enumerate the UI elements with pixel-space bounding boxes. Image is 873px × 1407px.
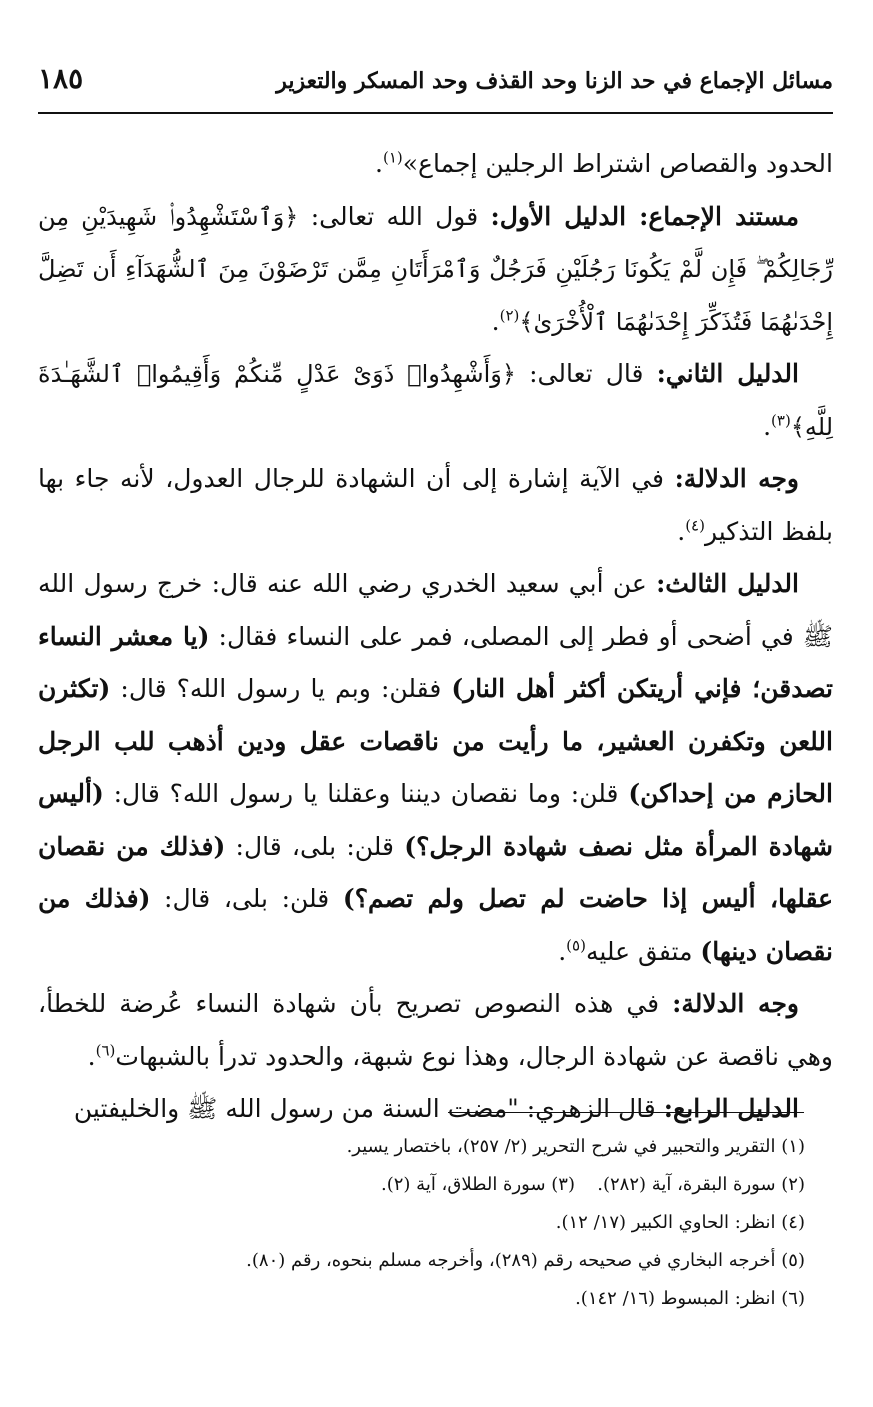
running-title: مسائل الإجماع في حد الزنا وحد القذف وحد المسكر والتعزير (276, 68, 833, 94)
footnote-ref: (٥) (566, 936, 586, 955)
footnote-ref: (١) (382, 148, 403, 167)
quran-verse: ﴿وَأَشْهِدُوا۟ ذَوَىْ عَدْلٍ مِّنكُمْ وَأَقِيمُوا۟ ٱلشَّهَـٰدَةَ لِلَّهِ﴾ (38, 360, 833, 441)
paragraph-continuation: الحدود والقصاص اشتراط الرجلين إجماع»$^{(١)}$. (375, 148, 833, 178)
footnote-4: (٤) انظر: الحاوي الكبير (١٧/ ١٢). (555, 1212, 805, 1233)
paragraph-evidence-1: مستند الإجماع: الدليل الأول: قول الله تعالى: ﴿وَٱسْتَشْهِدُوا۟ شَهِيدَيْنِ مِن رِّجَالِكُمْ ۖ فَإِن لَّمْ يَكُونَا رَجُلَيْنِ فَرَجُلٌ وَٱمْرَأَتَانِ مِمَّن تَرْضَوْنَ مِنَ ٱلشُّهَدَآءِ أَن تَضِلَّ إِحْدَىٰهُمَا فَتُذَكِّرَ إِحْدَىٰهُمَا ٱلْأُخْرَىٰ﴾$^{(٢)}$. (38, 201, 833, 336)
footnote-3: (٣) سورة الطلاق، آية (٢). (381, 1174, 575, 1195)
footnote-ref: (٣) (771, 411, 791, 430)
paragraph-evidence-2: الدليل الثاني: قال تعالى: ﴿وَأَشْهِدُوا۟ ذَوَىْ عَدْلٍ مِّنكُمْ وَأَقِيمُوا۟ ٱلشَّهَـٰدَةَ لِلَّهِ﴾$^{(٣)}$. (38, 359, 833, 441)
running-header (38, 62, 833, 106)
footnote-1: (١) التقرير والتحبير في شرح التحرير (٢/ ٢٥٧)، باختصار يسير. (346, 1136, 805, 1157)
quran-verse: ﴿وَٱسْتَشْهِدُوا۟ شَهِيدَيْنِ مِن رِّجَالِكُمْ ۖ فَإِن لَّمْ يَكُونَا رَجُلَيْنِ فَرَجُلٌ وَٱمْرَأَتَانِ مِمَّن تَرْضَوْنَ مِنَ ٱلشُّهَدَآءِ أَن تَضِلَّ إِحْدَىٰهُمَا فَتُذَكِّرَ إِحْدَىٰهُمَا ٱلْأُخْرَىٰ﴾ (38, 202, 833, 336)
paragraph-evidence-3: الدليل الثالث: عن أبي سعيد الخدري رضي الله عنه قال: خرج رسول الله ﷺ في أضحى أو فطر إلى المصلى، فمر على النساء فقال: (يا معشر النساء تصدقن؛ فإني أريتكن أكثر أهل النار) فقلن: وبم يا رسول الله؟ قال: (تكثرن اللعن وتكفرن العشير، ما رأيت من ناقصات عقل ودين أذهب للب الرجل الحازم من إحداكن) قلن: وما نقصان ديننا وعقلنا يا رسول الله؟ قال: (أليس شهادة المرأة مثل نصف شهادة الرجل؟) قلن: بلى، قال: (فذلك من نقصان عقلها، أليس إذا حاضت لم تصل ولم تصم؟) قلن: بلى، قال: (فذلك من نقصان دينها) متفق عليه$^{(٥)}$. (38, 569, 834, 966)
paragraph-evidence-4: الدليل الرابع: قال الزهري: "مضت السنة من رسول الله ﷺ والخليفتين (73, 1094, 799, 1123)
footnote-ref: (٦) (95, 1041, 116, 1060)
footnotes (38, 1128, 805, 1318)
footnote-6: (٦) انظر: المبسوط (١٦/ ١٤٢). (575, 1288, 805, 1309)
paragraph-inference-2: وجه الدلالة: في هذه النصوص تصريح بأن شهادة النساء عُرضة للخطأ، وهي ناقصة عن شهادة الرجال، وهذا نوع شبهة، والحدود تدرأ بالشبهات$^{(٦)}$. (38, 989, 833, 1071)
footnote-ref: (٢) (499, 306, 520, 325)
footnote-rule (448, 1112, 804, 1113)
paragraph-inference-1: وجه الدلالة: في الآية إشارة إلى أن الشهادة للرجال العدول، لأنه جاء بها بلفظ التذكير$^{(٤)}$. (38, 464, 833, 546)
footnote-2: (٢) سورة البقرة، آية (٢٨٢). (597, 1174, 805, 1195)
footnote-5: (٥) أخرجه البخاري في صحيحه رقم (٢٨٩)، وأخرجه مسلم بنحوه، رقم (٨٠). (246, 1250, 805, 1271)
page-number: ١٨٥ (38, 62, 84, 95)
main-text (38, 138, 833, 1136)
footnote-ref: (٤) (685, 516, 705, 535)
header-rule (38, 112, 833, 114)
